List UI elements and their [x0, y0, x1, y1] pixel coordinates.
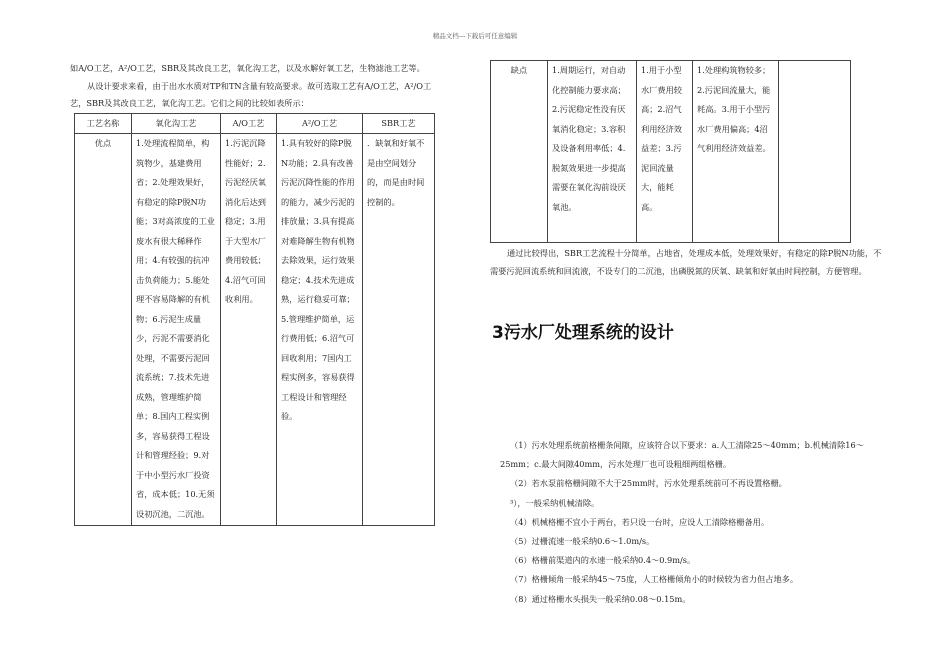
- list-item: ³），一般采纳机械清除。: [510, 497, 600, 508]
- conclusion-paragraph: 通过比较得出，SBR工艺流程十分简单，占地省，处理成本低，处理效果好，有稳定的除P脱N功能，不需要污泥回流系统和回流液，不设专门的二沉池，出磷脱氮的厌氧、缺氧和好氧由时间控制，方便管理。: [490, 248, 882, 276]
- table-row-disadvantages: [491, 61, 851, 243]
- header-ao: A/O工艺: [221, 113, 277, 134]
- list-item: （4）机械格栅不宜小于两台，若只设一台时，应设人工清除格栅备用。: [510, 516, 770, 527]
- list-item: （5）过栅流速一般采纳0.6～1.0m/s。: [510, 536, 655, 547]
- design-requirements-list: [500, 436, 885, 609]
- cell-ao-advantages: 1.污泥沉降性能好；2.污泥经厌氧消化后达到稳定；3.用于大型水厂费用较低；4.沼气可回收利用。: [221, 134, 277, 526]
- row-label-disadvantages: 缺点: [491, 61, 548, 243]
- left-column: [70, 60, 438, 526]
- section-title: 3污水厂处理系统的设计: [492, 323, 674, 343]
- table-header-row: [75, 113, 435, 134]
- cell-sbr-advantages: ．缺氧和好氧不是由空间划分的，而是由时间控制的。: [363, 134, 435, 526]
- header-oxidation-ditch: 氧化沟工艺: [132, 113, 221, 134]
- cell-oxidation-advantages: 1.处理流程简单，构筑物少，基建费用省；2.处理效果好，有稳定的除P脱N功能；3对高浓度的工业废水有很大稀释作用；4.有较强的抗冲击负荷能力；5.能处理不容易降解的有机物；6.污泥生成量少，污泥不需要消化处理，不需要污泥回流系统；7.技术先进成熟，管理维护简单；8.国内工程实例多，容易获得工程设计和管理经验；9.对于中小型污水厂投资省，成本低；10.无须设初沉池，二沉池。: [132, 134, 221, 526]
- table-row-advantages: [75, 134, 435, 526]
- header-sbr: SBR工艺: [363, 113, 435, 134]
- list-item: （8）通过格栅水头损失一般采纳0.08～0.15m。: [510, 593, 691, 604]
- requirement-paragraph: 从设计要求来看，由于出水水质对TP和TN含量有较高要求。故可选取工艺有A/O工艺，A²/O工艺，SBR及其改良工艺，氧化沟工艺。它们之间的比较如表所示：: [70, 80, 432, 108]
- right-column: [490, 60, 885, 280]
- comparison-table-continued: [490, 60, 851, 243]
- cell-sbr-disadvantages: [779, 61, 851, 243]
- row-label-advantages: 优点: [75, 134, 132, 526]
- list-item: （6）格栅前渠道内的水速一般采纳0.4～0.9m/s。: [510, 555, 696, 566]
- cell-a2o-disadvantages: 1.处理构筑物较多；2.污泥回流量大，能耗高。3.用于小型污水厂费用偏高；4沼气利用经济效益差。: [693, 61, 779, 243]
- comparison-table: [74, 113, 435, 527]
- page-header: 精品文档---下载后可任意编辑: [432, 32, 518, 40]
- cell-a2o-advantages: 1.具有较好的除P脱N功能；2.具有改善污泥沉降性能的作用的能力，减少污泥的排放量；3.具有提高对难降解生物有机物去除效果，运行效果稳定；4.技术先进成熟，运行稳妥可靠；5.管理维护简单，运行费用低；6.沼气可回收利用；7国内工程实例多，容易获得工程设计和管理经验。: [277, 134, 363, 526]
- header-process: 工艺名称: [75, 113, 132, 134]
- cell-ao-disadvantages: 1.用于小型水厂费用较高；2.沼气利用经济效益差；3.污泥回流量大，能耗高。: [637, 61, 693, 243]
- list-item: （1）污水处理系统前格栅条间隙，应该符合以下要求：a.人工清除25～40mm；b.机械清除16～25mm；c.最大间隙40mm，污水处理厂也可设粗细两组格栅。: [500, 440, 864, 470]
- intro-paragraph: 如A/O工艺，A²/O工艺，SBR及其改良工艺，氧化沟工艺，以及水解好氧工艺，生物滤池工艺等。: [70, 63, 425, 73]
- list-item: （2）若水泵前格栅间隙不大于25mm时，污水处理系统前可不再设置格栅。: [510, 478, 787, 489]
- header-a2o: A²/O工艺: [277, 113, 363, 134]
- cell-oxidation-disadvantages: 1.周期运行，对自动化控制能力要求高；2.污泥稳定性没有厌氧消化稳定；3.容积及设备利用率低；4.脱氮效果进一步提高需要在氧化沟前设厌氧池。: [548, 61, 637, 243]
- list-item: （7）格栅倾角一般采纳45～75度，人工格栅倾角小的时候较为省力但占地多。: [510, 574, 799, 585]
